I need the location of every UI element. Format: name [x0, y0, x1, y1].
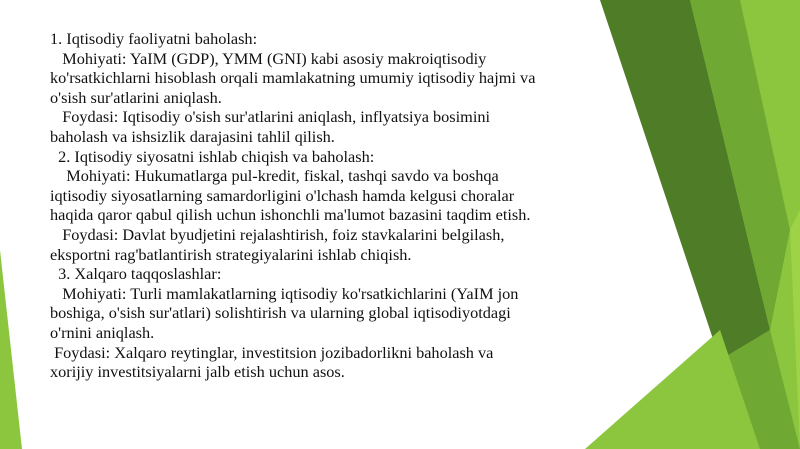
- text-line: Foydasi: Davlat byudjetini rejalashtirish, foiz stavkalarini belgilash,: [50, 224, 505, 244]
- text-line: 2. Iqtisodiy siyosatni ishlab chiqish va baholash:: [50, 146, 375, 166]
- text-line: Foydasi: Xalqaro reytinglar, investitsion jozibadorlikni baholash va: [50, 342, 494, 362]
- text-line: baholash va ishsizlik darajasini tahlil qilish.: [50, 126, 335, 146]
- left-green-sliver: [0, 250, 22, 449]
- text-line: boshiga, o'sish sur'atlari) solishtirish va ularning global iqtisodiyotdagi: [50, 303, 511, 323]
- text-line: xorijiy investitsiyalarni jalb etish uchun asos.: [50, 362, 345, 382]
- text-line: Mohiyati: Hukumatlarga pul-kredit, fiskal, tashqi savdo va boshqa: [50, 166, 499, 186]
- text-line: haqida qaror qabul qilish uchun ishonchli ma'lumot bazasini taqdim etish.: [50, 205, 531, 225]
- slide-body-text: [50, 29, 610, 382]
- text-line: 3. Xalqaro taqqoslashlar:: [50, 264, 222, 284]
- text-line: o'sish sur'atlarini aniqlash.: [50, 87, 222, 107]
- text-line: 1. Iqtisodiy faoliyatni baholash:: [50, 29, 258, 48]
- text-line: o'rnini aniqlash.: [50, 322, 155, 342]
- text-line: eksportni rag'batlantirish strategiyalarini ishlab chiqish.: [50, 244, 412, 264]
- text-line: Foydasi: Iqtisodiy o'sish sur'atlarini aniqlash, inflyatsiya bosimini: [50, 107, 491, 127]
- text-line: iqtisodiy siyosatlarning samardorligini o'lchash hamda kelgusi choralar: [50, 185, 515, 205]
- text-line: Mohiyati: YaIM (GDP), YMM (GNI) kabi asosiy makroiqtisodiy: [50, 48, 487, 68]
- text-line: ko'rsatkichlarni hisoblash orqali mamlakatning umumiy iqtisodiy hajmi va: [50, 68, 536, 88]
- text-line: Mohiyati: Turli mamlakatlarning iqtisodiy ko'rsatkichlarini (YaIM jon: [50, 283, 519, 303]
